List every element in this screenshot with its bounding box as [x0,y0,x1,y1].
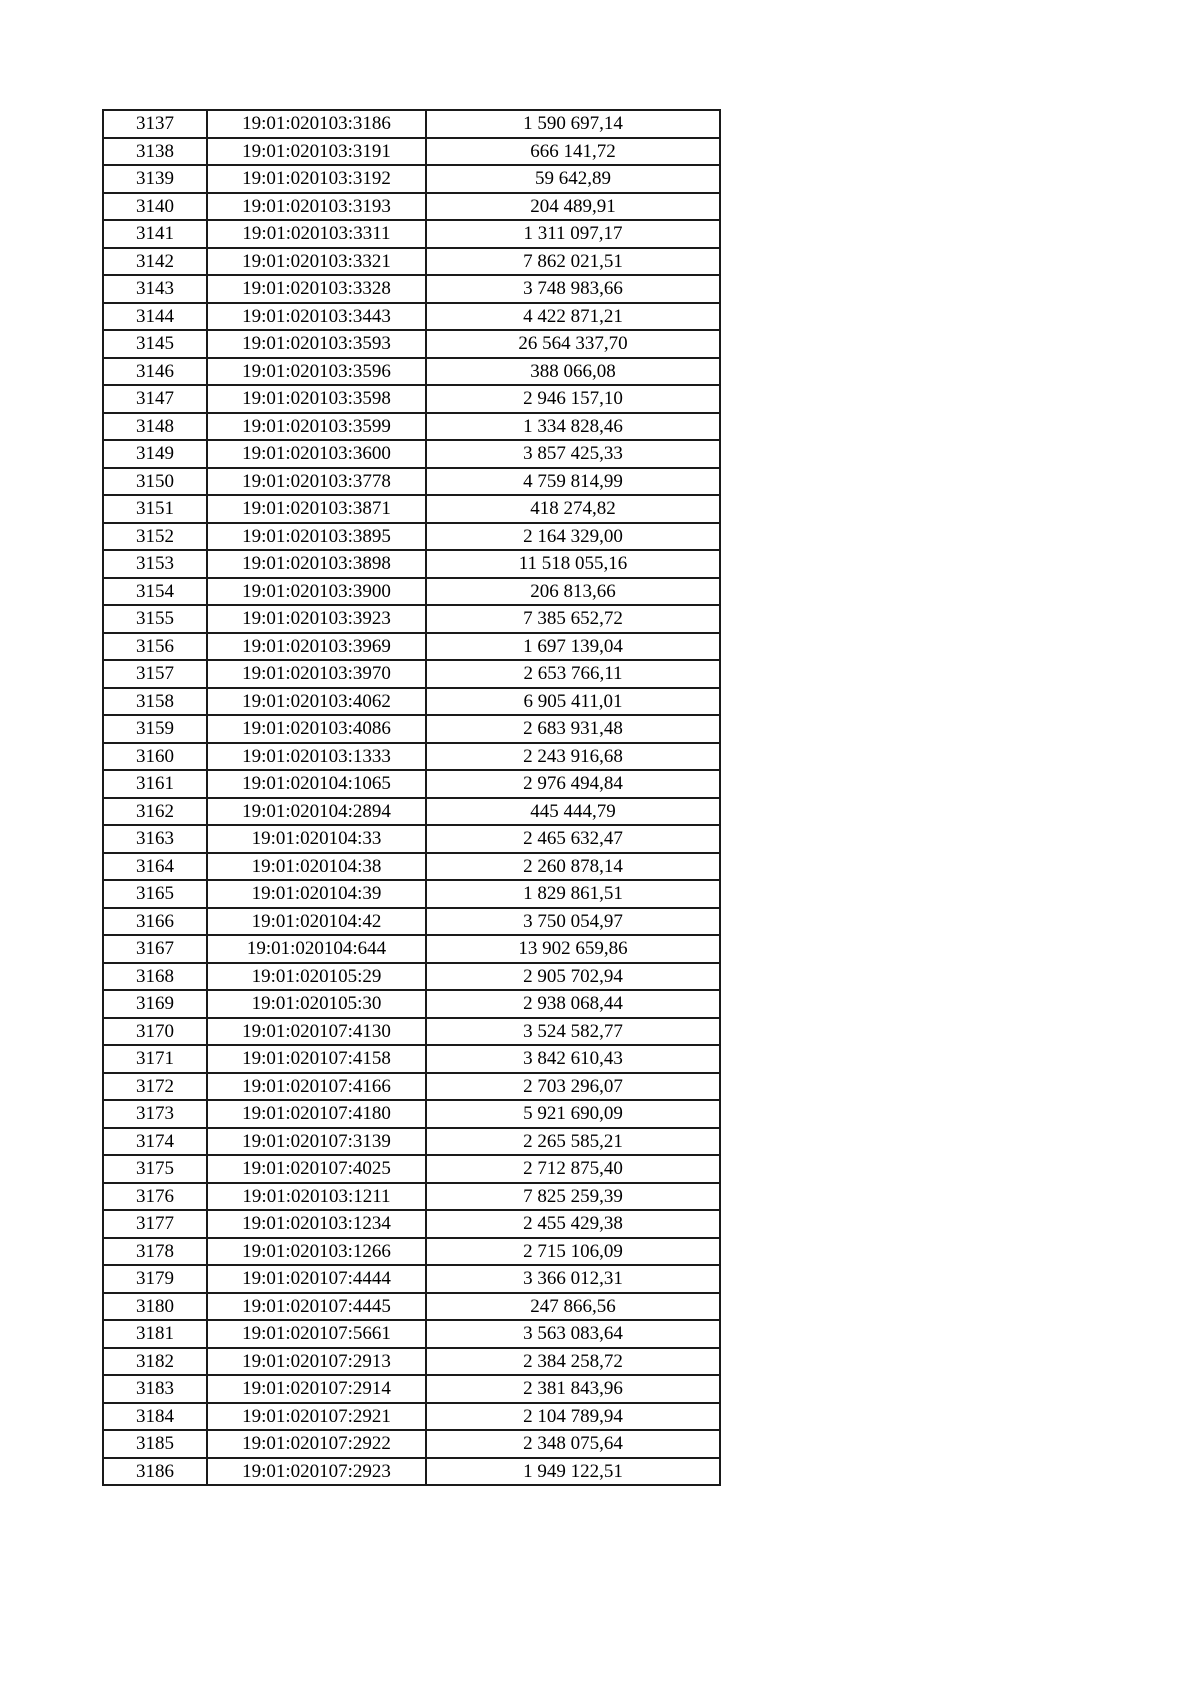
cadastral-number-cell: 19:01:020103:4062 [207,688,426,716]
row-number-cell: 3142 [103,248,207,276]
table-row [103,1320,720,1348]
row-number-cell: 3159 [103,715,207,743]
table-row [103,1128,720,1156]
cadastral-value-cell: 5 921 690,09 [426,1100,720,1128]
cadastral-value-cell: 13 902 659,86 [426,935,720,963]
row-number-cell: 3141 [103,220,207,248]
cadastral-value-cell: 445 444,79 [426,798,720,826]
cadastral-number-cell: 19:01:020103:3191 [207,138,426,166]
cadastral-number-cell: 19:01:020107:4445 [207,1293,426,1321]
cadastral-value-cell: 2 905 702,94 [426,963,720,991]
row-number-cell: 3153 [103,550,207,578]
table-body [103,110,720,1485]
cadastral-value-table [102,109,721,1486]
cadastral-number-cell: 19:01:020104:2894 [207,798,426,826]
cadastral-number-cell: 19:01:020107:4158 [207,1045,426,1073]
cadastral-number-cell: 19:01:020107:2913 [207,1348,426,1376]
table-row [103,1155,720,1183]
cadastral-value-cell: 666 141,72 [426,138,720,166]
cadastral-value-cell: 2 946 157,10 [426,385,720,413]
table-row [103,138,720,166]
row-number-cell: 3175 [103,1155,207,1183]
row-number-cell: 3146 [103,358,207,386]
table-row [103,1073,720,1101]
cadastral-number-cell: 19:01:020103:3871 [207,495,426,523]
cadastral-value-cell: 3 750 054,97 [426,908,720,936]
cadastral-number-cell: 19:01:020107:4130 [207,1018,426,1046]
cadastral-number-cell: 19:01:020107:5661 [207,1320,426,1348]
row-number-cell: 3167 [103,935,207,963]
cadastral-number-cell: 19:01:020104:644 [207,935,426,963]
table-row [103,935,720,963]
cadastral-number-cell: 19:01:020103:4086 [207,715,426,743]
table-row [103,220,720,248]
cadastral-value-cell: 2 384 258,72 [426,1348,720,1376]
cadastral-number-cell: 19:01:020107:2921 [207,1403,426,1431]
cadastral-value-cell: 4 759 814,99 [426,468,720,496]
table-row [103,1238,720,1266]
row-number-cell: 3138 [103,138,207,166]
table-row [103,908,720,936]
cadastral-number-cell: 19:01:020103:3311 [207,220,426,248]
cadastral-number-cell: 19:01:020103:3969 [207,633,426,661]
cadastral-value-cell: 247 866,56 [426,1293,720,1321]
cadastral-value-cell: 2 715 106,09 [426,1238,720,1266]
row-number-cell: 3169 [103,990,207,1018]
table-row [103,1403,720,1431]
cadastral-number-cell: 19:01:020107:3139 [207,1128,426,1156]
cadastral-value-cell: 2 104 789,94 [426,1403,720,1431]
cadastral-number-cell: 19:01:020103:3193 [207,193,426,221]
table-row [103,1018,720,1046]
cadastral-value-cell: 3 748 983,66 [426,275,720,303]
row-number-cell: 3165 [103,880,207,908]
cadastral-number-cell: 19:01:020104:33 [207,825,426,853]
table-row [103,1265,720,1293]
cadastral-value-cell: 1 829 861,51 [426,880,720,908]
table-row [103,440,720,468]
cadastral-value-cell: 418 274,82 [426,495,720,523]
cadastral-number-cell: 19:01:020107:4180 [207,1100,426,1128]
cadastral-value-cell: 204 489,91 [426,193,720,221]
row-number-cell: 3178 [103,1238,207,1266]
cadastral-number-cell: 19:01:020107:4025 [207,1155,426,1183]
row-number-cell: 3158 [103,688,207,716]
row-number-cell: 3182 [103,1348,207,1376]
row-number-cell: 3155 [103,605,207,633]
row-number-cell: 3144 [103,303,207,331]
table-row [103,550,720,578]
cadastral-value-cell: 2 465 632,47 [426,825,720,853]
table-row [103,660,720,688]
row-number-cell: 3161 [103,770,207,798]
cadastral-value-cell: 2 455 429,38 [426,1210,720,1238]
cadastral-value-cell: 2 712 875,40 [426,1155,720,1183]
cadastral-number-cell: 19:01:020103:3898 [207,550,426,578]
table-row [103,1210,720,1238]
cadastral-value-cell: 26 564 337,70 [426,330,720,358]
cadastral-value-cell: 1 311 097,17 [426,220,720,248]
cadastral-number-cell: 19:01:020103:3186 [207,110,426,138]
row-number-cell: 3157 [103,660,207,688]
row-number-cell: 3177 [103,1210,207,1238]
cadastral-value-cell: 2 938 068,44 [426,990,720,1018]
table-row [103,1458,720,1486]
row-number-cell: 3183 [103,1375,207,1403]
table-row [103,275,720,303]
table-row [103,715,720,743]
cadastral-number-cell: 19:01:020103:1266 [207,1238,426,1266]
row-number-cell: 3150 [103,468,207,496]
cadastral-value-cell: 3 366 012,31 [426,1265,720,1293]
table-row [103,1430,720,1458]
table-row [103,413,720,441]
table-row [103,688,720,716]
row-number-cell: 3166 [103,908,207,936]
cadastral-number-cell: 19:01:020103:3923 [207,605,426,633]
table-row [103,853,720,881]
row-number-cell: 3139 [103,165,207,193]
cadastral-number-cell: 19:01:020107:2922 [207,1430,426,1458]
row-number-cell: 3163 [103,825,207,853]
row-number-cell: 3172 [103,1073,207,1101]
row-number-cell: 3160 [103,743,207,771]
cadastral-number-cell: 19:01:020103:3600 [207,440,426,468]
table-row [103,303,720,331]
cadastral-number-cell: 19:01:020103:1333 [207,743,426,771]
row-number-cell: 3147 [103,385,207,413]
cadastral-number-cell: 19:01:020103:3593 [207,330,426,358]
row-number-cell: 3151 [103,495,207,523]
row-number-cell: 3145 [103,330,207,358]
cadastral-number-cell: 19:01:020103:3970 [207,660,426,688]
cadastral-number-cell: 19:01:020107:4444 [207,1265,426,1293]
cadastral-number-cell: 19:01:020104:42 [207,908,426,936]
cadastral-number-cell: 19:01:020103:3598 [207,385,426,413]
row-number-cell: 3168 [103,963,207,991]
cadastral-value-cell: 1 590 697,14 [426,110,720,138]
cadastral-value-cell: 3 842 610,43 [426,1045,720,1073]
row-number-cell: 3143 [103,275,207,303]
cadastral-value-cell: 4 422 871,21 [426,303,720,331]
table-row [103,1348,720,1376]
table-row [103,633,720,661]
row-number-cell: 3184 [103,1403,207,1431]
cadastral-number-cell: 19:01:020103:3443 [207,303,426,331]
table-row [103,605,720,633]
table-row [103,165,720,193]
cadastral-number-cell: 19:01:020103:3900 [207,578,426,606]
cadastral-value-cell: 2 260 878,14 [426,853,720,881]
row-number-cell: 3170 [103,1018,207,1046]
cadastral-number-cell: 19:01:020103:3778 [207,468,426,496]
cadastral-value-cell: 2 683 931,48 [426,715,720,743]
cadastral-number-cell: 19:01:020103:1234 [207,1210,426,1238]
row-number-cell: 3154 [103,578,207,606]
row-number-cell: 3149 [103,440,207,468]
row-number-cell: 3174 [103,1128,207,1156]
table-row [103,358,720,386]
cadastral-value-cell: 2 703 296,07 [426,1073,720,1101]
cadastral-value-cell: 2 348 075,64 [426,1430,720,1458]
row-number-cell: 3140 [103,193,207,221]
row-number-cell: 3173 [103,1100,207,1128]
table-row [103,468,720,496]
table-row [103,578,720,606]
row-number-cell: 3176 [103,1183,207,1211]
row-number-cell: 3137 [103,110,207,138]
table-row [103,248,720,276]
cadastral-number-cell: 19:01:020104:39 [207,880,426,908]
cadastral-number-cell: 19:01:020104:38 [207,853,426,881]
cadastral-value-cell: 2 653 766,11 [426,660,720,688]
table-row [103,880,720,908]
row-number-cell: 3162 [103,798,207,826]
cadastral-value-cell: 2 243 916,68 [426,743,720,771]
row-number-cell: 3156 [103,633,207,661]
table-row [103,825,720,853]
row-number-cell: 3181 [103,1320,207,1348]
row-number-cell: 3185 [103,1430,207,1458]
cadastral-value-cell: 2 381 843,96 [426,1375,720,1403]
row-number-cell: 3180 [103,1293,207,1321]
table-row [103,330,720,358]
cadastral-value-cell: 2 976 494,84 [426,770,720,798]
cadastral-value-cell: 7 825 259,39 [426,1183,720,1211]
table-row [103,963,720,991]
cadastral-number-cell: 19:01:020103:3895 [207,523,426,551]
table-row [103,1375,720,1403]
cadastral-value-cell: 7 862 021,51 [426,248,720,276]
table-row [103,798,720,826]
cadastral-value-cell: 3 563 083,64 [426,1320,720,1348]
row-number-cell: 3186 [103,1458,207,1486]
table-row [103,1293,720,1321]
cadastral-number-cell: 19:01:020107:4166 [207,1073,426,1101]
row-number-cell: 3152 [103,523,207,551]
cadastral-value-cell: 206 813,66 [426,578,720,606]
table-row [103,990,720,1018]
cadastral-value-cell: 6 905 411,01 [426,688,720,716]
cadastral-number-cell: 19:01:020103:1211 [207,1183,426,1211]
cadastral-value-cell: 3 524 582,77 [426,1018,720,1046]
cadastral-number-cell: 19:01:020103:3596 [207,358,426,386]
cadastral-value-cell: 7 385 652,72 [426,605,720,633]
table-row [103,385,720,413]
cadastral-number-cell: 19:01:020107:2923 [207,1458,426,1486]
table-row [103,743,720,771]
cadastral-number-cell: 19:01:020104:1065 [207,770,426,798]
table-row [103,110,720,138]
row-number-cell: 3171 [103,1045,207,1073]
row-number-cell: 3164 [103,853,207,881]
cadastral-value-cell: 1 697 139,04 [426,633,720,661]
table-row [103,523,720,551]
cadastral-number-cell: 19:01:020105:29 [207,963,426,991]
table-row [103,1045,720,1073]
cadastral-number-cell: 19:01:020103:3328 [207,275,426,303]
row-number-cell: 3179 [103,1265,207,1293]
cadastral-value-cell: 59 642,89 [426,165,720,193]
cadastral-value-cell: 1 334 828,46 [426,413,720,441]
row-number-cell: 3148 [103,413,207,441]
cadastral-number-cell: 19:01:020105:30 [207,990,426,1018]
cadastral-number-cell: 19:01:020103:3321 [207,248,426,276]
table-row [103,1100,720,1128]
cadastral-number-cell: 19:01:020107:2914 [207,1375,426,1403]
table-row [103,495,720,523]
cadastral-value-cell: 2 164 329,00 [426,523,720,551]
cadastral-number-cell: 19:01:020103:3192 [207,165,426,193]
cadastral-value-cell: 3 857 425,33 [426,440,720,468]
cadastral-value-cell: 2 265 585,21 [426,1128,720,1156]
table-row [103,193,720,221]
cadastral-value-cell: 388 066,08 [426,358,720,386]
cadastral-value-cell: 1 949 122,51 [426,1458,720,1486]
cadastral-value-cell: 11 518 055,16 [426,550,720,578]
table-row [103,770,720,798]
cadastral-number-cell: 19:01:020103:3599 [207,413,426,441]
table-row [103,1183,720,1211]
